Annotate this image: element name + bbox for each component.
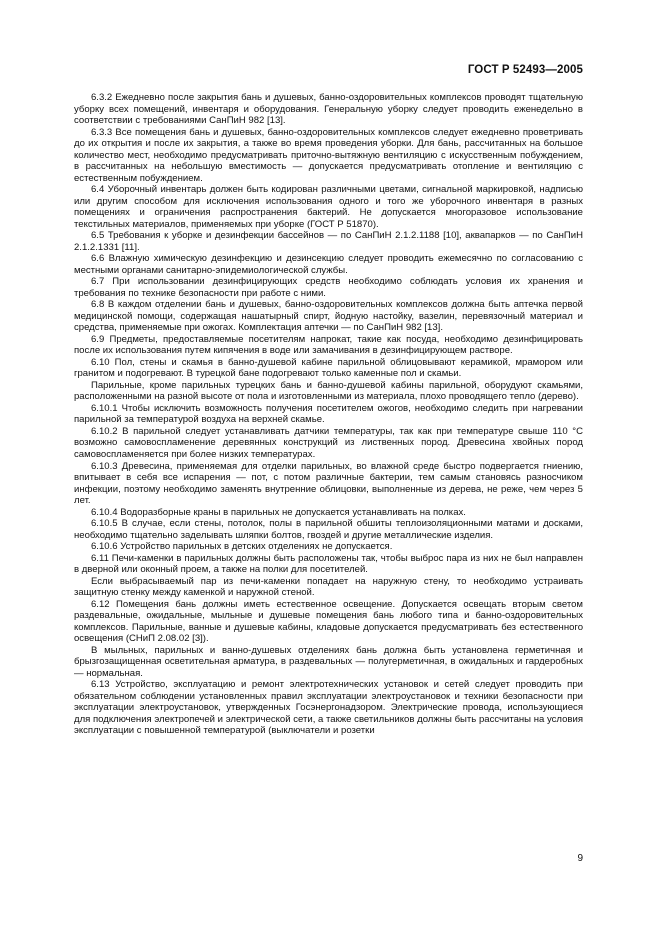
paragraph-6-10-6: 6.10.6 Устройство парильных в детских отделениях не допускается. — [91, 541, 393, 553]
paragraph-6-10-3: 6.10.3 Древесина, применяемая для отделки парильных, во влажной среде быстро подвергается гниению, впитывает в себя все испарения — пот, с потом различные бактерии, тем самым становясь разносчиком инфекции, поэтому необходимо заменять внутренние облицовки, выполненные из дерева, не реже, чем через 5 лет. — [74, 460, 583, 507]
paragraph-6-8: 6.8 В каждом отделении бань и душевых, банно-оздоровительных комплексов должна быть аптечка первой медицинской помощи, содержащая нашатырный спирт, йодную настойку, вазелин, перевязочный материал и средства, применяемые при ожогах. Комплектация аптечки — по СанПиН 982 [13]. — [74, 299, 583, 334]
body-text — [74, 92, 583, 737]
paragraph-6-10-2: 6.10.2 В парильной следует устанавливать датчики температуры, так как при температуре свыше 110 °С возможно самовоспламенение деревянных конструкций из лиственных пород. Древесина хвойных пород самовоспламеняется при более низких температурах. — [74, 425, 583, 460]
paragraph-6-3-2: 6.3.2 Ежедневно после закрытия бань и душевых, банно-оздоровительных комплексов проводят тщательную уборку всех помещений, инвентаря и оборудования. Генеральную уборку следует проводить еженедельно в соответствии с требованиями СанПиН 982 [13]. — [74, 92, 583, 127]
paragraph-6-12-cont: В мыльных, парильных и ванно-душевых отделениях бань должна быть установлена герметичная и брызгозащищенная осветительная арматура, в раздевальных — полугерметичная, в ожидальных и гардеробных — нормальная. — [74, 644, 583, 679]
paragraph-6-4: 6.4 Уборочный инвентарь должен быть кодирован различными цветами, сигнальной маркировкой, надписью или другим способом для исключения использования одного и того же уборочного инвентаря в разных помещениях и ограничения распространения бактерий. Не допускается многоразовое использование текстильных материалов, применяемых при уборке (ГОСТ Р 51870). — [74, 184, 583, 230]
paragraph-6-7: 6.7 При использовании дезинфицирующих средств необходимо соблюдать условия их хранения и требования по технике безопасности при работе с ними. — [74, 276, 583, 299]
paragraph-6-10-4: 6.10.4 Водоразборные краны в парильных не допускается устанавливать на полках. — [91, 506, 466, 518]
paragraph-6-10-5: 6.10.5 В случае, если стены, потолок, полы в парильной обшиты теплоизоляционными матами и досками, необходимо тщательно заделывать шляпки болтов, гвоздей и другие металлические изделия. — [74, 518, 583, 541]
paragraph-6-11-cont: Если выбрасываемый пар из печи-каменки попадает на наружную стену, то необходимо устраивать защитную стенку между каменкой и наружной стеной. — [74, 575, 583, 599]
paragraph-6-6: 6.6 Влажную химическую дезинфекцию и дезинсекцию следует проводить ежемесячно по согласованию с местными органами санитарно-эпидемиологической службы. — [74, 253, 583, 276]
paragraph-6-12: 6.12 Помещения бань должны иметь естественное освещение. Допускается освещать вторым светом раздевальные, ожидальные, мыльные и душевые помещения бань любого типа и банно-оздоровительных комплексов. Парильные, ванные и душевые кабины, кладовые допускается предусматривать без естественного освещения (СНиП 2.08.02 [3]). — [74, 598, 583, 645]
paragraph-6-10-cont: Парильные, кроме парильных турецких бань и банно-душевой кабины парильной, оборудуют скамьями, расположенными на разной высоте от пола и изготовленными из материала, плохо проводящего тепло (дерево). — [74, 379, 583, 403]
paragraph-6-11: 6.11 Печи-каменки в парильных должны быть расположены так, чтобы выброс пара из них не был направлен в дверной или оконный проем, а также на полки для посетителей. — [74, 552, 583, 576]
paragraph-6-5: 6.5 Требования к уборке и дезинфекции бассейнов — по СанПиН 2.1.2.1188 [10], аквапарков — по СанПиН 2.1.2.1331 [11]. — [74, 230, 583, 253]
paragraph-6-9: 6.9 Предметы, предоставляемые посетителям напрокат, такие как посуда, необходимо дезинфицировать после их использования путем кипячения в воде или замачивания в дезинфицирующем растворе. — [74, 333, 583, 357]
paragraph-6-10-1: 6.10.1 Чтобы исключить возможность получения посетителем ожогов, необходимо следить при нагревании парильной за температурой воздуха на верхней скамье. — [74, 402, 583, 426]
paragraph-6-13: 6.13 Устройство, эксплуатацию и ремонт электротехнических установок и сетей следует проводить при обязательном соблюдении установленных правил эксплуатации электроустановок и техники безопасности при эксплуатации электроустановок, утвержденных Госэнергонадзором. Электрические провода, использующиеся для подключения электропечей и электрической сети, а также светильников должны быть рассчитаны на условия эксплуатации с повышенной температурой (выключатели и розетки — [74, 679, 583, 737]
paragraph-6-3-3: 6.3.3 Все помещения бань и душевых, банно-оздоровительных комплексов следует ежедневно проветривать до их открытия и после их закрытия, а также во время проведения уборки. Для бань, рассчитанных на большое количество мест, необходимо предусматривать приточно-вытяжную вентиляцию с искусственным побуждением, в рассчитанных на небольшую вместимость — допускается предусматривать отопление и вентиляцию с естественным побуждением. — [74, 126, 583, 184]
page-number: 9 — [577, 853, 583, 864]
document-code-header: ГОСТ Р 52493—2005 — [467, 64, 583, 76]
paragraph-6-10: 6.10 Пол, стены и скамья в банно-душевой кабине парильной облицовывают керамикой, мрамором или гранитом и подогревают. В турецкой бане подогревают только каменные пол и скамьи. — [74, 356, 583, 380]
